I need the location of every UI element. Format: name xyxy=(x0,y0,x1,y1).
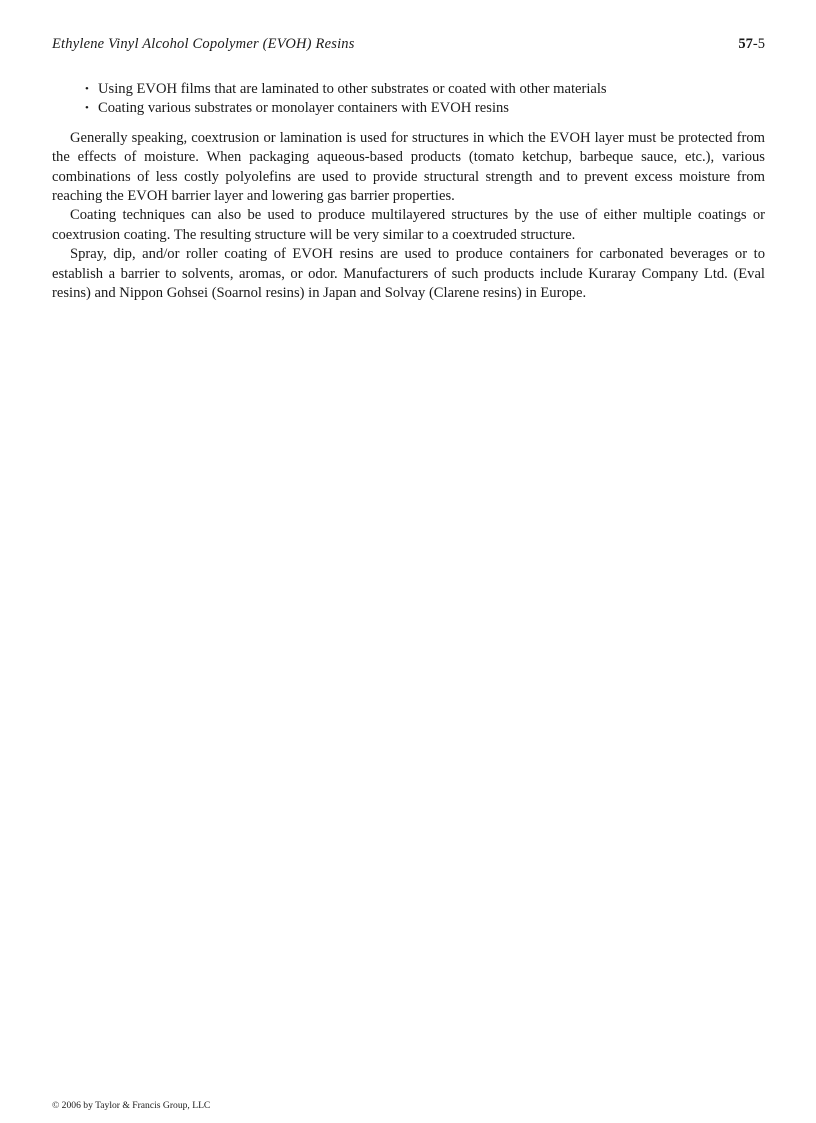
page-number xyxy=(738,34,765,54)
list-item xyxy=(52,80,765,99)
running-header xyxy=(52,34,765,54)
chapter-number: 57 xyxy=(738,36,753,52)
page-suffix: -5 xyxy=(752,36,765,52)
bullet-list xyxy=(52,80,765,119)
paragraph-spray-coating: Spray, dip, and/or roller coating of EVOH resins are used to produce containers for carbonated beverages or to establish a barrier to solvents, aromas, or odor. Manufacturers of such products include Kuraray Company Ltd. (Eval resins) and Nippon Gohsei (Soarnol resins) in Japan and Solvay (Clarene resins) in Europe. xyxy=(52,246,765,302)
list-item-text: Using EVOH films that are laminated to other substrates or coated with other materials xyxy=(98,81,607,97)
list-item-text: Coating various substrates or monolayer containers with EVOH resins xyxy=(98,100,509,117)
body-content xyxy=(52,80,765,303)
paragraph-coextrusion: Generally speaking, coextrusion or lamination is used for structures in which the EVOH layer must be protected from the effects of moisture. When packaging aqueous-based products (tomato ketchup, barbeque sauce, etc.), various combinations of less costly polyolefins are used to provide structural strength and to prevent excess moisture from reaching the EVOH barrier layer and lowering gas barrier properties. xyxy=(52,129,765,205)
list-item xyxy=(52,99,765,118)
copyright-footer: © 2006 by Taylor & Francis Group, LLC xyxy=(52,1100,211,1111)
running-head-title: Ethylene Vinyl Alcohol Copolymer (EVOH) Resins xyxy=(52,36,355,52)
bullet-icon: • xyxy=(85,102,89,115)
paragraph-coating-techniques: Coating techniques can also be used to produce multilayered structures by the use of either multiple coatings or coextrusion coating. The resulting structure will be very similar to a coextruded structure. xyxy=(52,207,765,243)
bullet-icon: • xyxy=(85,83,89,95)
